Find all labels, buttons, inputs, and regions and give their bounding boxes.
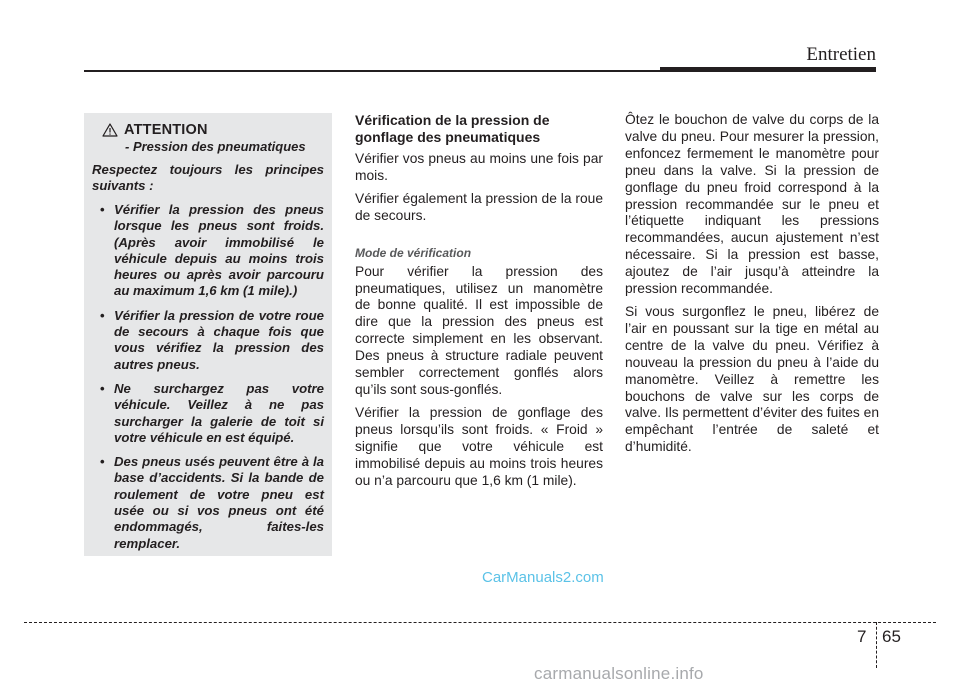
footer-vertical-rule — [876, 622, 877, 668]
warning-list — [92, 202, 324, 552]
chapter-number: 7 — [857, 627, 867, 646]
warning-item-4: • Des pneus usés peuvent être à la base d’accidents. Si la bande de roulement de votre pneu est usée ou si vos pneus ont été endommagés, faites-les remplacer. — [92, 454, 324, 552]
warning-triangle-icon — [102, 123, 118, 137]
right-paragraph-2: Si vous surgonflez le pneu, libérez de l’air en poussant sur la tige en métal au centre de la valve du pneu. Vérifiez à nouveau la pression du pneu à l’aide du manomètre. Veillez à remettre les bouchons de valve sur les corps de valve. Ils permettent d’éviter des fuites en empêchant l’entrée de saleté et d’humidité. — [625, 303, 879, 455]
right-paragraph-1: Ôtez le bouchon de valve du corps de la valve du pneu. Pour mesurer la pression, enfoncez fermement le manomètre pour pneu dans la valve. Si la pression de gonflage du pneu froid correspond à la pression recommandée sur le pneu et l’étiquette indiquant les pressions recommandées, aucun ajustement n’est nécessaire. Si la pression est basse, ajoutez de l’air jusqu’à atteindre la pression recommandée. — [625, 112, 879, 297]
section-heading: Vérification de la pression de gonflage des pneumatiques — [355, 112, 550, 145]
page-number: 65 — [882, 627, 901, 646]
header-rule — [84, 70, 660, 72]
right-column — [625, 112, 879, 462]
watermark-bottom[interactable]: carmanualsonline.info — [534, 664, 704, 683]
middle-paragraph-3: Pour vérifier la pression des pneumatiques, utilisez un manomètre de bonne qualité. Il est impossible de dire que la pression des pneus est correcte simplement en les observant. Des pneus à structure radiale peuvent sembler correctement gonflés alors qu’ils sont sous-gonflés. — [355, 263, 603, 397]
warning-title: ATTENTION — [124, 122, 208, 138]
warning-box — [84, 113, 332, 556]
warning-subtitle: - Pression des pneumatiques — [125, 139, 306, 154]
watermark-top[interactable]: CarManuals2.com — [482, 569, 604, 586]
warning-header — [102, 122, 324, 138]
middle-column — [355, 112, 603, 495]
header-title: Entretien — [806, 44, 876, 65]
warning-item-1: • Vérifier la pression des pneus lorsque les pneus sont froids. (Après avoir immobilisé le véhicule depuis au moins trois heures ou après avoir parcouru au maximum 1,6 km (1 mile).) — [92, 202, 324, 300]
middle-paragraph-2: Vérifier également la pression de la roue de secours. — [355, 190, 603, 223]
middle-paragraph-4: Vérifier la pression de gonflage des pneus lorsqu’ils sont froids. « Froid » signifie que votre véhicule est immobilisé depuis au moins trois heures ou n’a parcouru que 1,6 km (1 mile). — [355, 404, 603, 488]
warning-intro: Respectez toujours les principes suivants : — [92, 162, 324, 193]
warning-item-3: • Ne surchargez pas votre véhicule. Veillez à ne pas surcharger la galerie de toit si votre véhicule en est équipé. — [92, 381, 324, 446]
header-rule-thick — [660, 67, 876, 72]
subheading-mode: Mode de vérification — [355, 245, 472, 260]
warning-item-2: • Vérifier la pression de votre roue de secours à chaque fois que vous vérifiez la pression des autres pneus. — [92, 308, 324, 373]
middle-paragraph-1: Vérifier vos pneus au moins une fois par mois. — [355, 151, 603, 183]
footer-dashed-rule — [24, 622, 936, 623]
